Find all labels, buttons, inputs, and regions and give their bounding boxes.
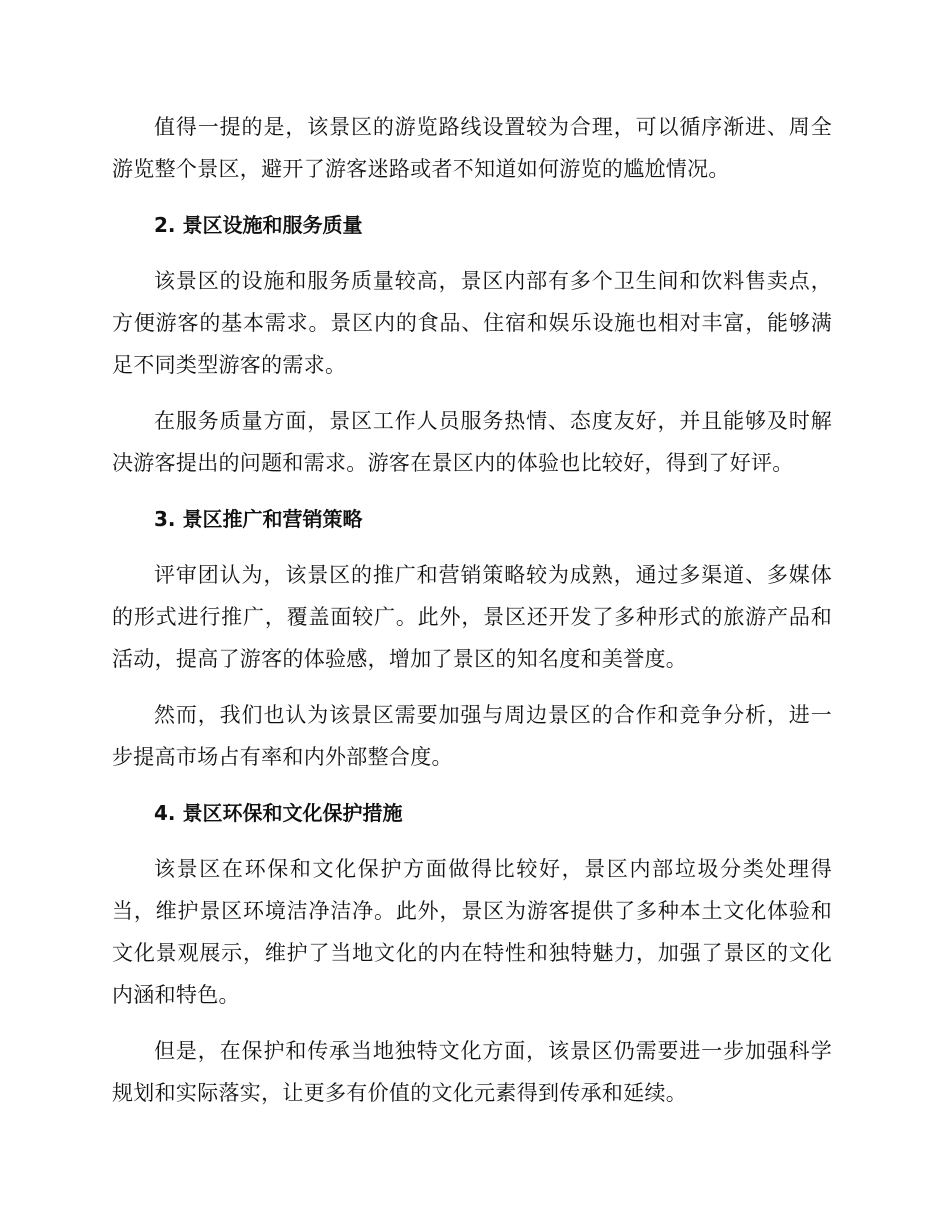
paragraph-route: 值得一提的是，该景区的游览路线设置较为合理，可以循序渐进、周全游览整个景区，避开了游客迷路或者不知道如何游览的尴尬情况。 bbox=[112, 115, 832, 181]
paragraph-environment-2: 但是，在保护和传承当地独特文化方面，该景区仍需要进一步加强科学规划和实际落实，让更多有价值的文化元素得到传承和延续。 bbox=[112, 1039, 832, 1105]
section-environment bbox=[112, 792, 832, 1114]
paragraph-marketing-2: 然而，我们也认为该景区需要加强与周边景区的合作和竞争分析，进一步提高市场占有率和内外部整合度。 bbox=[112, 703, 832, 769]
section-facilities bbox=[112, 204, 832, 484]
paragraph-facilities-2: 在服务质量方面，景区工作人员服务热情、态度友好，并且能够及时解决游客提出的问题和需求。游客在景区内的体验也比较好，得到了好评。 bbox=[112, 409, 832, 475]
section-heading-environment: 4. 景区环保和文化保护措施 bbox=[154, 801, 403, 825]
section-heading-marketing: 3. 景区推广和营销策略 bbox=[154, 507, 363, 531]
section-heading-facilities: 2. 景区设施和服务质量 bbox=[154, 213, 363, 237]
paragraph-marketing-1: 评审团认为，该景区的推广和营销策略较为成熟，通过多渠道、多媒体的形式进行推广，覆盖面较广。此外，景区还开发了多种形式的旅游产品和活动，提高了游客的体验感，增加了景区的知名度和美誉度。 bbox=[112, 563, 832, 671]
paragraph-facilities-1: 该景区的设施和服务质量较高，景区内部有多个卫生间和饮料售卖点，方便游客的基本需求。景区内的食品、住宿和娱乐设施也相对丰富，能够满足不同类型游客的需求。 bbox=[112, 269, 832, 377]
paragraph-environment-1: 该景区在环保和文化保护方面做得比较好，景区内部垃圾分类处理得当，维护景区环境洁净洁净。此外，景区为游客提供了多种本土文化体验和文化景观展示，维护了当地文化的内在特性和独特魅力，加强了景区的文化内涵和特色。 bbox=[112, 857, 832, 1007]
section-marketing bbox=[112, 498, 832, 778]
